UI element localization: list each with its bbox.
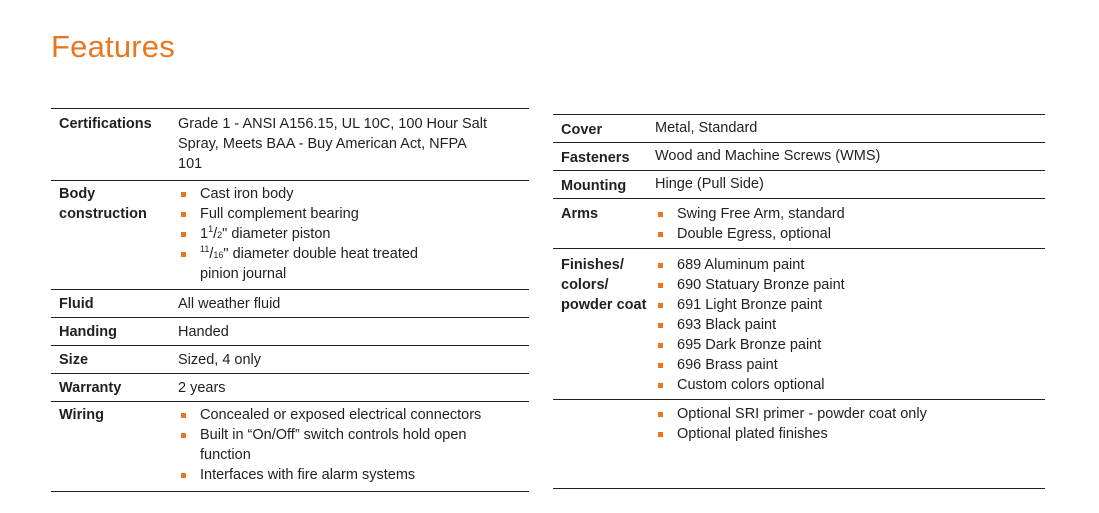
page-title: Features bbox=[51, 29, 175, 64]
warranty-value: 2 years bbox=[178, 380, 226, 396]
journal-numerator: 11 bbox=[200, 244, 210, 254]
list-item: Interfaces with fire alarm systems bbox=[178, 465, 508, 485]
finishes-label-line3: powder coat bbox=[561, 297, 647, 313]
fluid-label: Fluid bbox=[59, 296, 94, 312]
row-arms bbox=[553, 199, 1045, 249]
row-size bbox=[51, 346, 529, 374]
row-wiring bbox=[51, 402, 529, 492]
row-cover bbox=[553, 115, 1045, 143]
list-item: 690 Statuary Bronze paint bbox=[655, 275, 1045, 295]
list-item: 696 Brass paint bbox=[655, 355, 1045, 375]
finishes-label-line1: Finishes/ bbox=[561, 257, 624, 273]
mounting-label: Mounting bbox=[561, 178, 627, 194]
row-options bbox=[553, 400, 1045, 489]
list-item: Swing Free Arm, standard bbox=[655, 204, 1045, 224]
journal-denominator: 16 bbox=[213, 250, 224, 260]
size-label: Size bbox=[59, 352, 89, 368]
size-value: Sized, 4 only bbox=[178, 352, 262, 368]
list-item: Double Egress, optional bbox=[655, 224, 1045, 244]
row-handing bbox=[51, 318, 529, 346]
body-construction-label bbox=[51, 181, 178, 290]
row-certifications bbox=[51, 109, 529, 181]
finishes-list bbox=[655, 255, 1045, 395]
list-item bbox=[178, 204, 529, 224]
certifications-value: Grade 1 - ANSI A156.15, UL 10C, 100 Hour Salt Spray, Meets BAA - Buy American Act, NFPA 101 bbox=[178, 116, 487, 172]
piston-whole: 1 bbox=[200, 226, 209, 242]
piston-text: " diameter piston bbox=[222, 226, 331, 242]
handing-label: Handing bbox=[59, 324, 117, 340]
finishes-label bbox=[553, 249, 655, 400]
left-spec-table bbox=[51, 108, 529, 492]
cover-value: Metal, Standard bbox=[655, 120, 758, 136]
journal-text: " diameter double heat treated bbox=[223, 246, 418, 262]
mounting-value: Hinge (Pull Side) bbox=[655, 176, 764, 192]
list-item: Custom colors optional bbox=[655, 375, 1045, 395]
journal-text-line2: pinion journal bbox=[200, 266, 287, 282]
body-construction-value bbox=[178, 181, 529, 290]
row-mounting bbox=[553, 171, 1045, 199]
options-label bbox=[553, 400, 655, 489]
list-item: 691 Light Bronze paint bbox=[655, 295, 1045, 315]
options-value bbox=[655, 400, 1045, 489]
list-item: 695 Dark Bronze paint bbox=[655, 335, 1045, 355]
arms-list bbox=[655, 204, 1045, 244]
list-item: 689 Aluminum paint bbox=[655, 255, 1045, 275]
list-item: Optional SRI primer - powder coat only bbox=[655, 404, 1045, 424]
wiring-label: Wiring bbox=[59, 407, 104, 423]
right-spec-table bbox=[553, 114, 1045, 489]
certifications-label: Certifications bbox=[59, 116, 152, 132]
list-item: 693 Black paint bbox=[655, 315, 1045, 335]
body-construction-list bbox=[178, 184, 529, 284]
list-item: $1^1/2$" diameter piston bbox=[178, 224, 529, 244]
list-item: Cast iron body bbox=[178, 184, 529, 204]
body-construction-label-line2: construction bbox=[59, 206, 147, 222]
arms-label: Arms bbox=[561, 206, 599, 222]
options-list bbox=[655, 404, 1045, 444]
arms-value bbox=[655, 199, 1045, 249]
cover-label: Cover bbox=[561, 122, 603, 138]
warranty-label: Warranty bbox=[59, 380, 122, 396]
piston-denominator: 2 bbox=[217, 230, 223, 240]
fluid-value: All weather fluid bbox=[178, 296, 281, 312]
finishes-label-line2: colors/ bbox=[561, 277, 609, 293]
body-construction-label-line1: Body bbox=[59, 186, 96, 202]
list-item: Built in “On/Off” switch controls hold open function bbox=[178, 425, 508, 465]
row-fasteners bbox=[553, 143, 1045, 171]
list-item: Optional plated finishes bbox=[655, 424, 1045, 444]
list-item-text: Full complement bearing bbox=[200, 206, 359, 222]
list-item: $^{11}$/16" diameter double heat treated pinion journal bbox=[178, 244, 529, 284]
row-fluid bbox=[51, 290, 529, 318]
row-body-construction bbox=[51, 181, 529, 290]
piston-numerator: 1 bbox=[208, 224, 214, 234]
fasteners-label: Fasteners bbox=[561, 150, 630, 166]
row-warranty bbox=[51, 374, 529, 402]
row-finishes bbox=[553, 249, 1045, 400]
list-item: Concealed or exposed electrical connectors bbox=[178, 405, 508, 425]
finishes-value bbox=[655, 249, 1045, 400]
wiring-list bbox=[178, 405, 508, 485]
fasteners-value: Wood and Machine Screws (WMS) bbox=[655, 148, 881, 164]
wiring-value bbox=[178, 402, 529, 492]
handing-value: Handed bbox=[178, 324, 229, 340]
